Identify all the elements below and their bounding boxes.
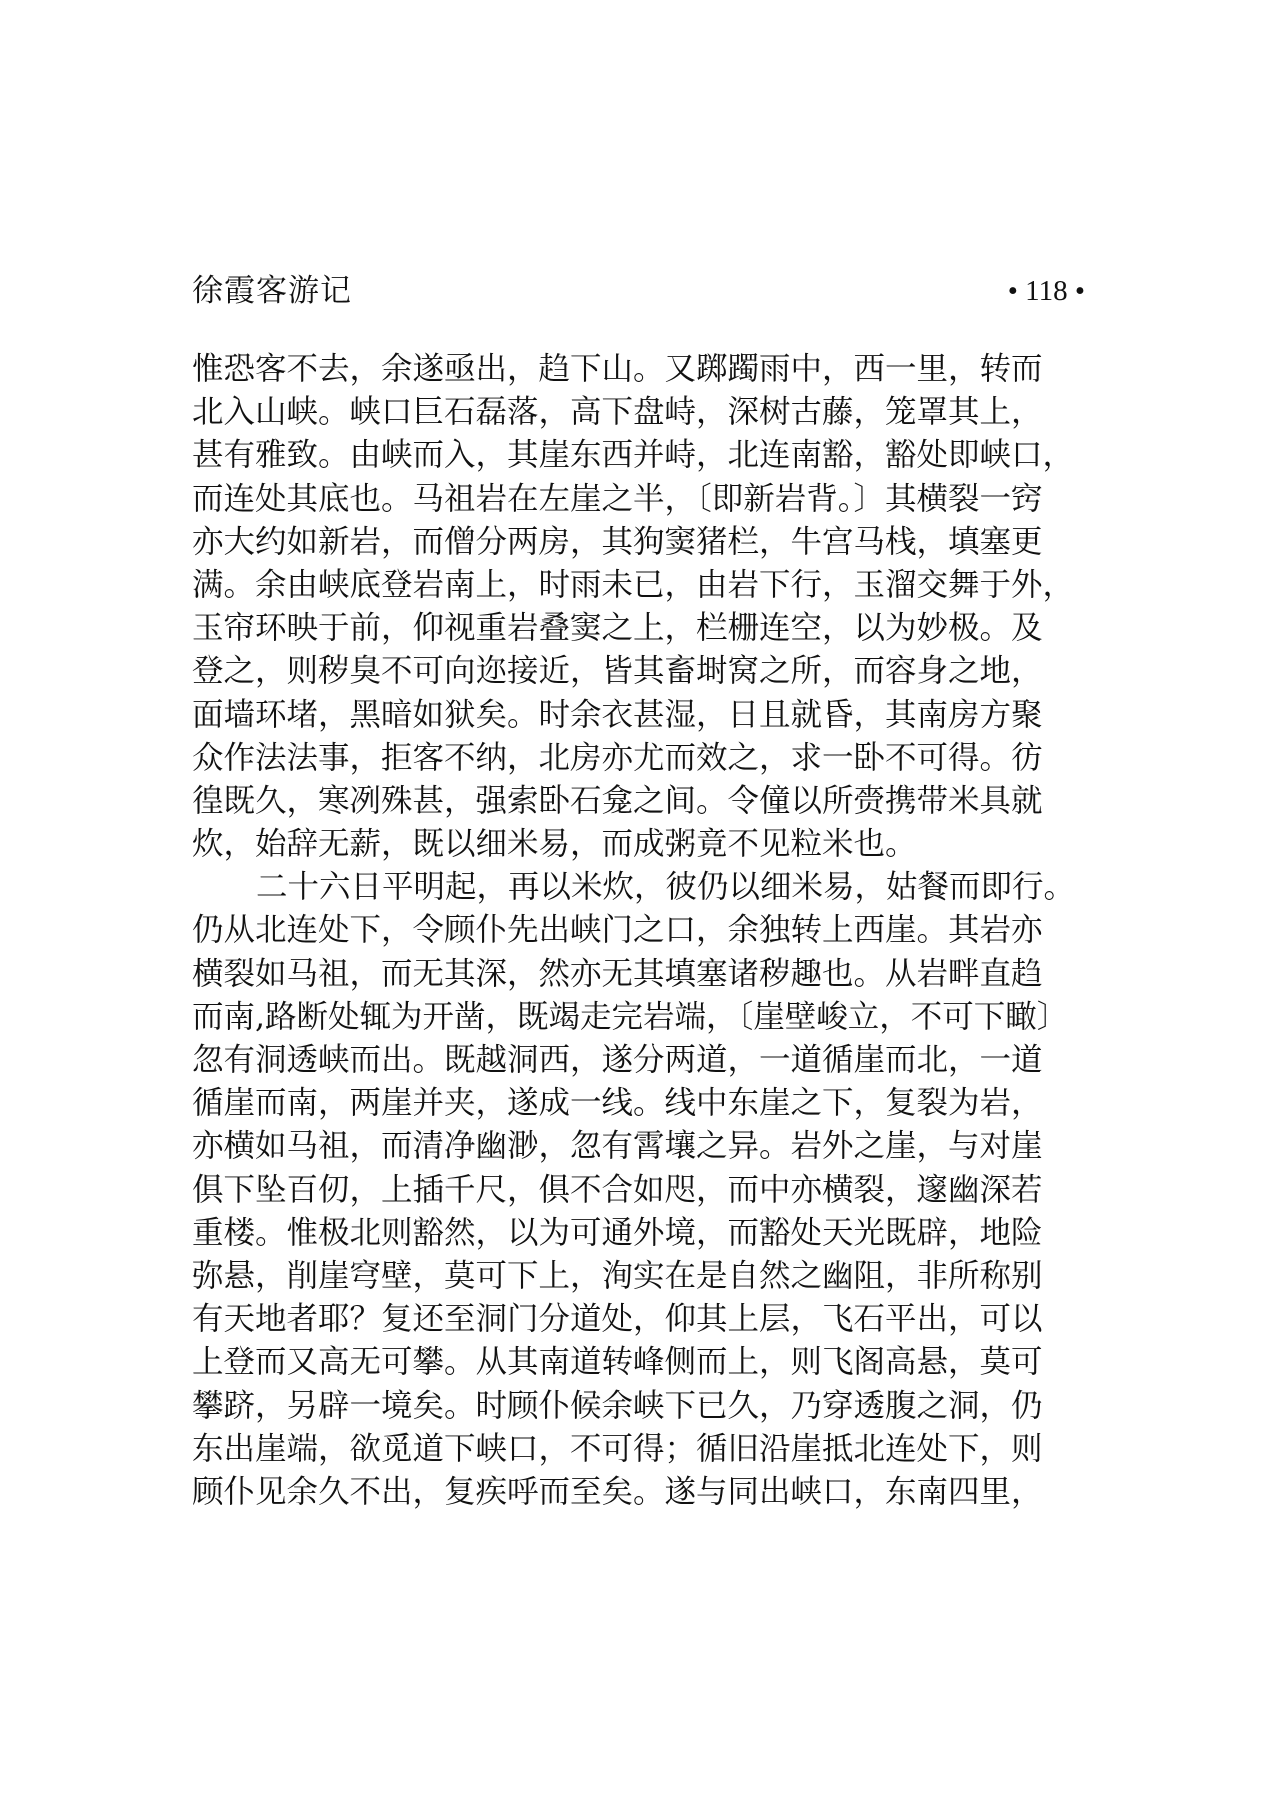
text-line: 顾仆见余久不出，复疾呼而至矣。遂与同出峡口，东南四里， [192, 1473, 1043, 1510]
text-line: 玉帘环映于前，仰视重岩叠窦之上，栏栅连空，以为妙极。及 [192, 610, 1043, 647]
running-title: 徐霞客游记 [192, 273, 352, 309]
text-line: 北入山峡。峡口巨石磊落，高下盘峙，深树古藤，笼罩其上， [192, 394, 1043, 431]
text-line: 循崖而南，两崖并夹，遂成一线。线中东崖之下，复裂为岩， [192, 1085, 1043, 1122]
text-line: 众作法法事，拒客不纳，北房亦尤而效之，求一卧不可得。彷 [192, 739, 1043, 776]
text-line: 亦横如马祖，而清净幽渺，忽有霄壤之异。岩外之崖，与对崖 [192, 1128, 1043, 1165]
text-line: 仍从北连处下，令顾仆先出峡门之口，余独转上西崖。其岩亦 [192, 912, 1043, 949]
text-line: 而连处其底也。马祖岩在左崖之半，〔即新岩背。〕其横裂一窍 [192, 480, 1043, 517]
text-line: 有天地者耶？复还至洞门分道处，仰其上层，飞石平出，可以 [192, 1301, 1043, 1338]
text-line: 炊，始辞无薪，既以细米易，而成粥竟不见粒米也。 [192, 826, 917, 863]
text-line: 惟恐客不去，余遂亟出，趋下山。又踯躅雨中，西一里，转而 [192, 351, 1043, 387]
text-line: 徨既久，寒冽殊甚，强索卧石龛之间。令僮以所赍携带米具就 [192, 782, 1043, 819]
text-line: 上登而又高无可攀。从其南道转峰侧而上，则飞阁高悬，莫可 [192, 1344, 1043, 1381]
text-line: 重楼。惟极北则豁然，以为可通外境，而豁处天光既辟，地险 [192, 1214, 1043, 1251]
text-line: 而南,路断处辄为开凿，既竭走完岩端，〔崖壁峻立，不可下瞰〕 [192, 998, 1069, 1035]
text-line: 忽有洞透峡而出。既越洞西，遂分两道，一道循崖而北，一道 [192, 1042, 1043, 1078]
text-line: 东出崖端，欲觅道下峡口，不可得；循旧沿崖抵北连处下，则 [192, 1430, 1043, 1467]
body-text [192, 348, 1085, 1514]
text-line: 弥悬，削崖穹壁，莫可下上，洵实在是自然之幽阻，非所称别 [192, 1257, 1043, 1294]
page-header [192, 268, 1085, 314]
paragraph-start-line: 二十六日平明起，再以米炊，彼仍以细米易，姑餐而即行。 [256, 869, 1076, 906]
text-line: 俱下坠百仞，上插千尺，俱不合如咫，而中亦横裂，邃幽深若 [192, 1171, 1043, 1208]
text-line: 登之，则秽臭不可向迩接近，皆其畜埘窝之所，而容身之地， [192, 653, 1043, 690]
text-line: 满。余由峡底登岩南上，时雨未已，由岩下行，玉溜交舞于外， [192, 566, 1075, 603]
text-line: 甚有雅致。由峡而入，其崖东西并峙，北连南豁，豁处即峡口， [192, 437, 1075, 474]
page-number: • 118 • [1007, 275, 1085, 307]
text-line: 面墙环堵，黑暗如狱矣。时余衣甚湿，日且就昏，其南房方聚 [192, 696, 1043, 733]
text-line: 亦大约如新岩，而僧分两房，其狗窦猪栏，牛宫马栈，填塞更 [192, 523, 1043, 560]
text-line: 攀跻，另辟一境矣。时顾仆候余峡下已久，乃穿透腹之洞，仍 [192, 1387, 1043, 1424]
text-line: 横裂如马祖，而无其深，然亦无其填塞诸秽趣也。从岩畔直趋 [192, 955, 1043, 992]
